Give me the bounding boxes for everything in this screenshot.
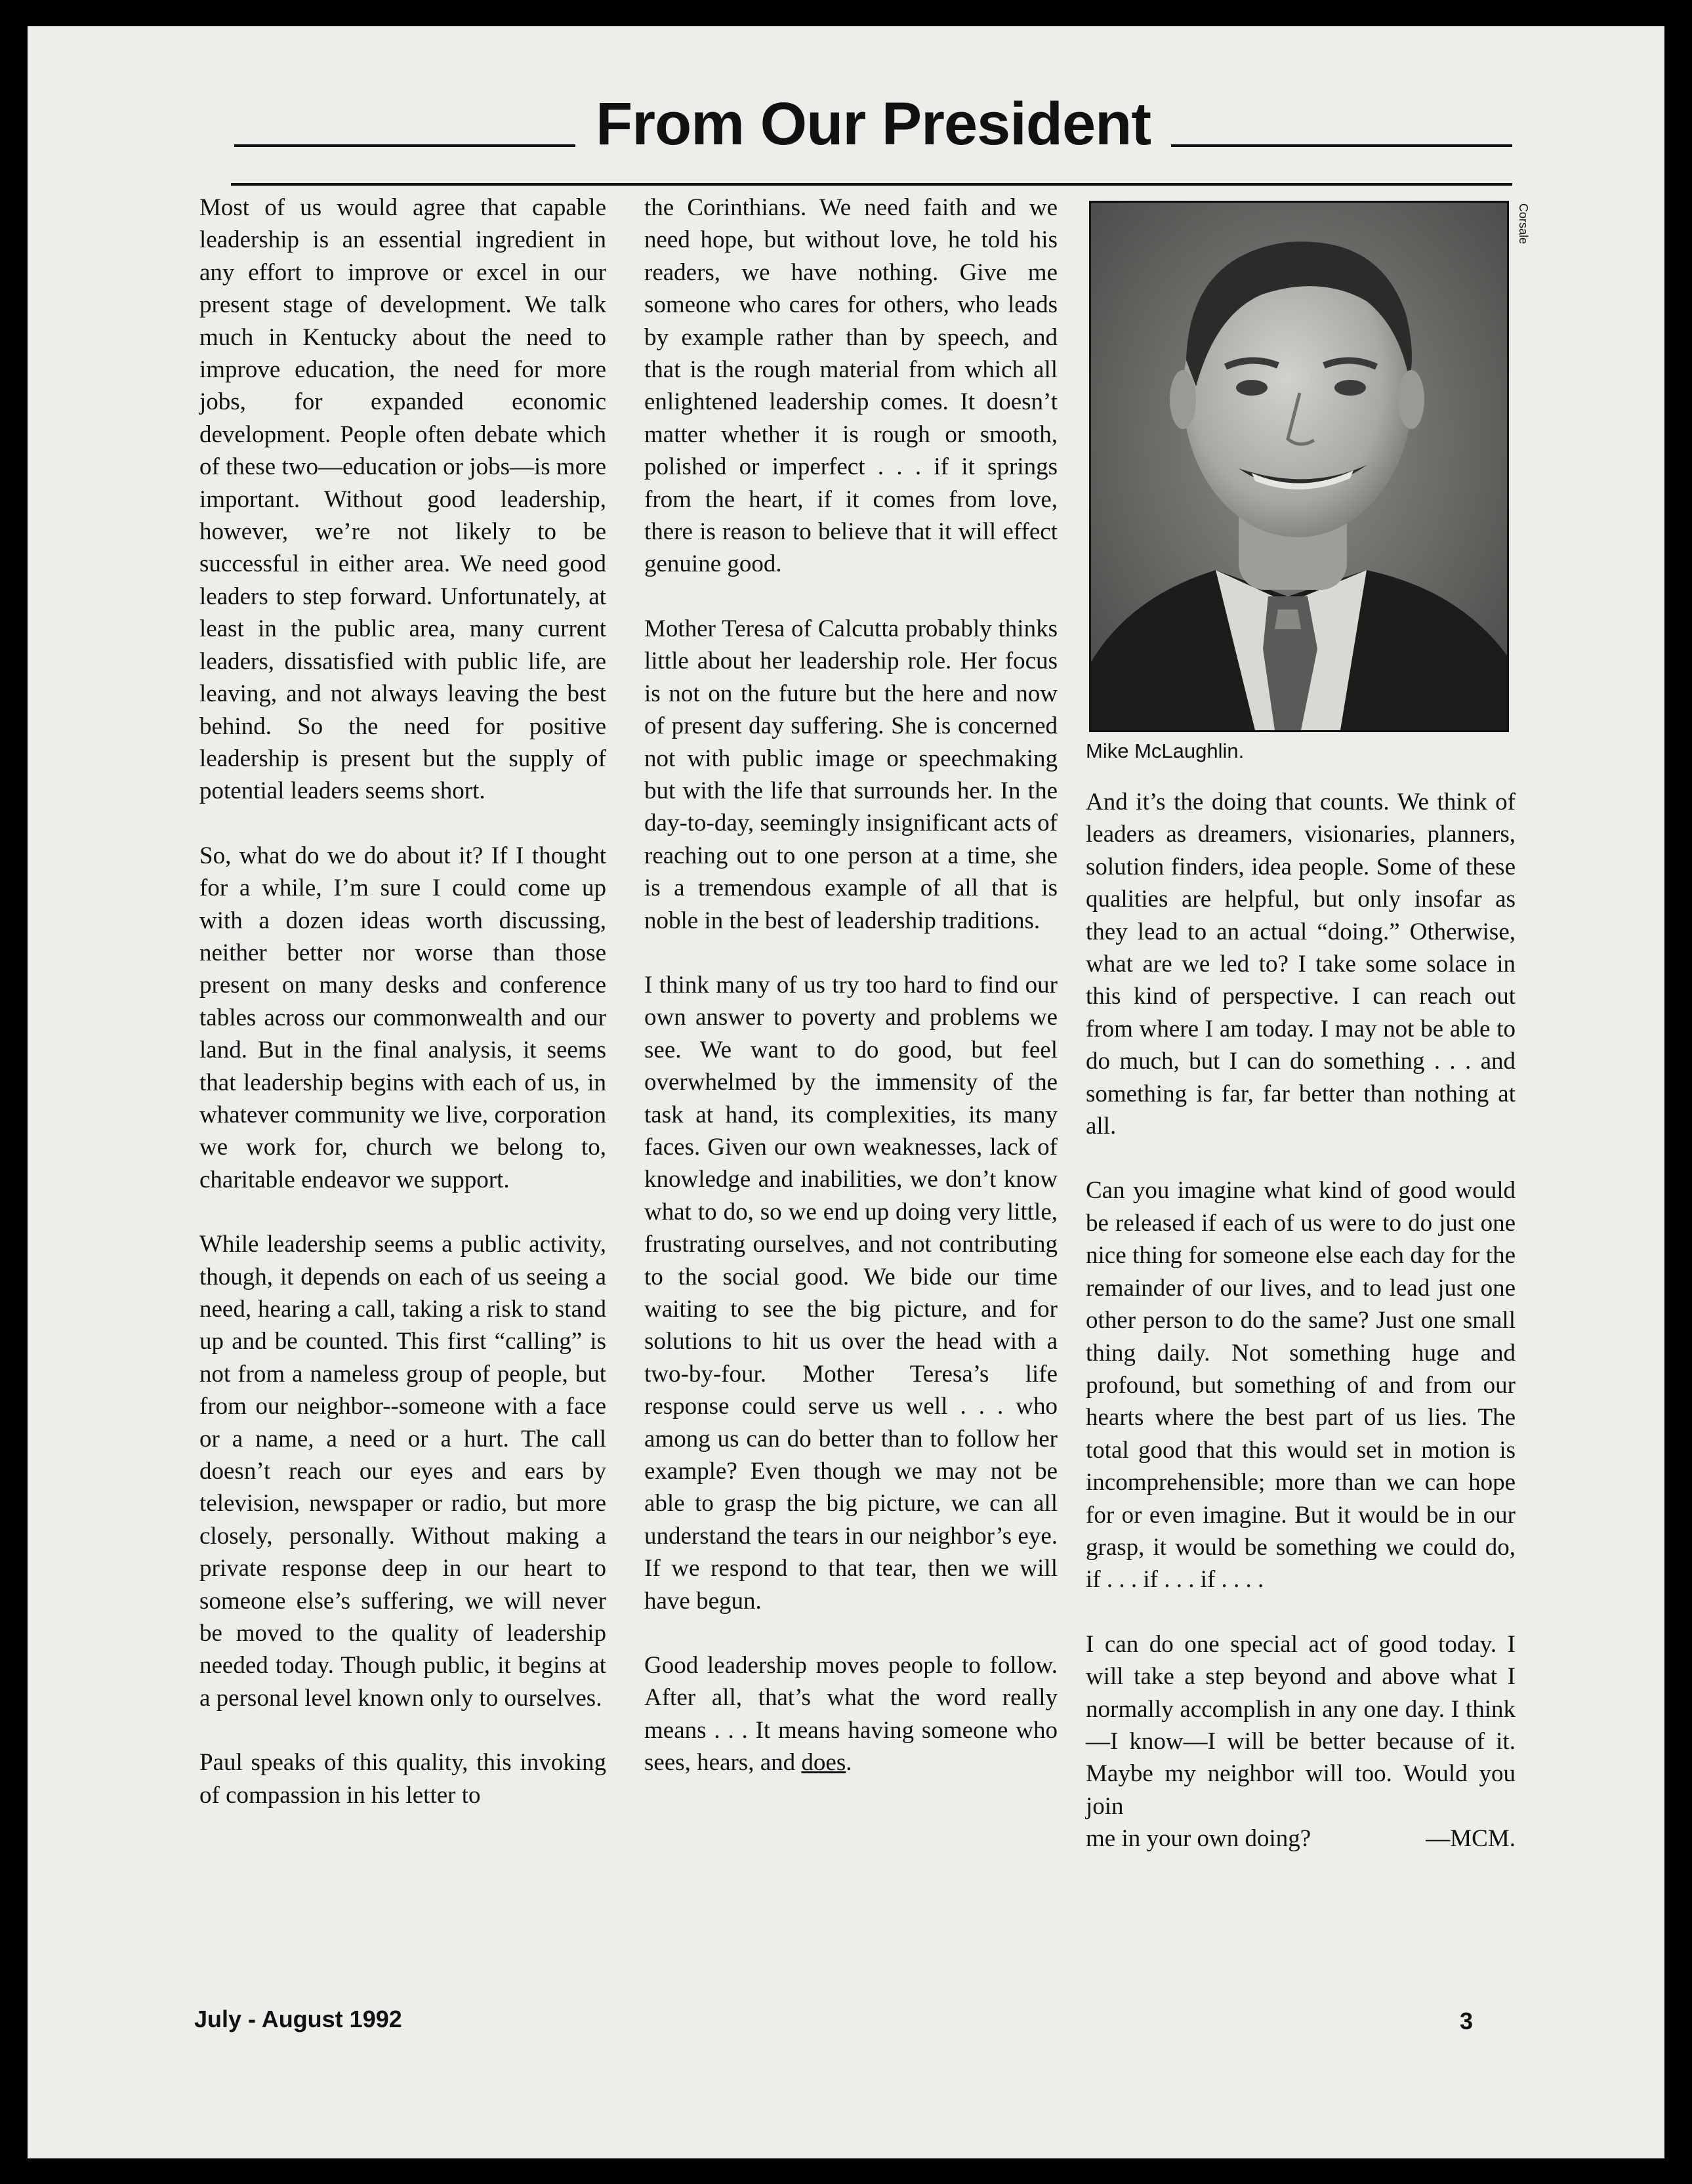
header-divider (231, 183, 1512, 186)
paragraph: While leadership seems a public activity, though, it depends on each of us seeing a need, hearing a call, taking a risk to stand up and be counted. This first “calling” is not from a nameless group of people, but from our neighbor--someone with a face or a name, a need or a hurt. The call doesn’t reach our eyes and ears by television, newspaper or radio, but more closely, personally. Without making a private response deep in our heart to someone else’s suffering, we will never be moved to the quality of leadership needed today. Though public, it begins at a personal level known only to ourselves. (199, 1231, 606, 1712)
closing-text: me in your own doing? (1086, 1825, 1311, 1853)
page-number: 3 (1460, 2008, 1474, 2034)
paragraph: the Corinthians. We need faith and we need hope, but without love, he told his readers, we have nothing. Give me someone who cares for others, who leads by example rather than by speech, and that is the rough material from which all enlightened leadership comes. It doesn’t matter whether it is rough or smooth, polished or imperfect . . . if it springs from the heart, if it comes from love, there is reason to believe that it will effect genuine good. (644, 194, 1058, 578)
paragraph-text: Good leadership moves people to follow. After all, that’s what the word really means . . . It means having someone who sees, hears, and (644, 1652, 1058, 1777)
article-column-1 (199, 192, 606, 1811)
paragraph: Can you imagine what kind of good would be released if each of us were to do just one nice thing for someone else each day for the remainder of our lives, and to lead just one other person to do the same? Just one small thing daily. Not something huge and profound, but something of and from our hearts where the best part of us lies. The total good that this would set in motion is incomprehensible; more than we can hope for or even imagine. But it would be in our grasp, it would be something we could do, if . . . if . . . if . . . . (1086, 1177, 1516, 1594)
paragraph-text: I can do one special act of good today. I will take a step beyond and above what I normally accomplish in any one day. I think—I know—I will be better because of it. Maybe my neighbor will too. Would you join (1086, 1630, 1516, 1820)
article-column-3 (1086, 786, 1516, 1855)
portrait-photo (1089, 201, 1509, 732)
portrait-illustration (1091, 203, 1507, 730)
header-rule-left (234, 144, 575, 147)
newsletter-page (28, 26, 1664, 2158)
paragraph: Paul speaks of this quality, this invoking of compassion in his letter to (199, 1749, 606, 1809)
author-signature: —MCM. (1426, 1825, 1516, 1853)
paragraph: And it’s the doing that counts. We think of leaders as dreamers, visionaries, planners, solution finders, idea people. Some of these qualities are helpful, but only insofar as they lead to an actual “doing.” Otherwise, what are we led to? I take some solace in this kind of perspective. I can reach out from where I am today. I may not be able to do much, but I can do something . . . and something is far, far better than nothing at all. (1086, 789, 1516, 1140)
article-column-2 (644, 192, 1058, 1779)
page-header (205, 68, 1512, 186)
paragraph-end: . (846, 1749, 852, 1777)
page-title: From Our President (596, 91, 1151, 157)
paragraph: Most of us would agree that capable leadership is an essential ingredient in any effort to improve or excel in our present stage of development. We talk much in Kentucky about the need to improve education, the need for more jobs, for expanded economic development. People often debate which of these two—education or jobs—is more important. Without good leadership, however, we’re not likely to be successful in either area. We need good leaders to step forward. Unfortunately, at least in the public area, many current leaders, dissatisfied with public life, are leaving, and not always leaving the best behind. So the need for positive leadership is present but the supply of potential leaders seems short. (199, 194, 606, 805)
paragraph (644, 1649, 1058, 1779)
photo-caption: Mike McLaughlin. (1086, 739, 1245, 762)
issue-date: July - August 1992 (194, 2006, 402, 2032)
underlined-word: does (801, 1749, 846, 1777)
paragraph: Mother Teresa of Calcutta probably thinks little about her leadership role. Her focus is not on the future but the here and now of present day suffering. She is concerned not with public image or speechmaking but with the life that surrounds her. In the day-to-day, seemingly insignificant acts of reaching out to one person at a time, she is a tremendous example of all that is noble in the best of leadership traditions. (644, 615, 1058, 934)
paragraph (1086, 1628, 1516, 1855)
paragraph: So, what do we do about it? If I thought for a while, I’m sure I could come up with a dozen ideas worth discussing, neither better nor worse than those present on many desks and conference tables across our commonwealth and our land. But in the final analysis, it seems that leadership begins with each of us, in whatever community we live, corporation we work for, church we belong to, charitable endeavor we support. (199, 842, 606, 1193)
photo-credit: Corsale (1517, 203, 1530, 245)
header-rule-right (1171, 144, 1512, 147)
signature-line (1086, 1823, 1516, 1855)
paragraph: I think many of us try too hard to find our own answer to poverty and problems we see. We want to do good, but feel overwhelmed by the immensity of the task at hand, its complexities, its many faces. Given our own weaknesses, lack of knowledge and inabilities, we don’t know what to do, so we end up doing very little, frustrating ourselves, and not contributing to the social good. We bide our time waiting to see the big picture, and for solutions to hit us over the head with a two-by-four. Mother Teresa’s life response could serve us well . . . who among us can do better than to follow her example? Even though we may not be able to grasp the big picture, we can all understand the tears in our neighbor’s eye. If we respond to that tear, then we will have begun. (644, 971, 1058, 1615)
